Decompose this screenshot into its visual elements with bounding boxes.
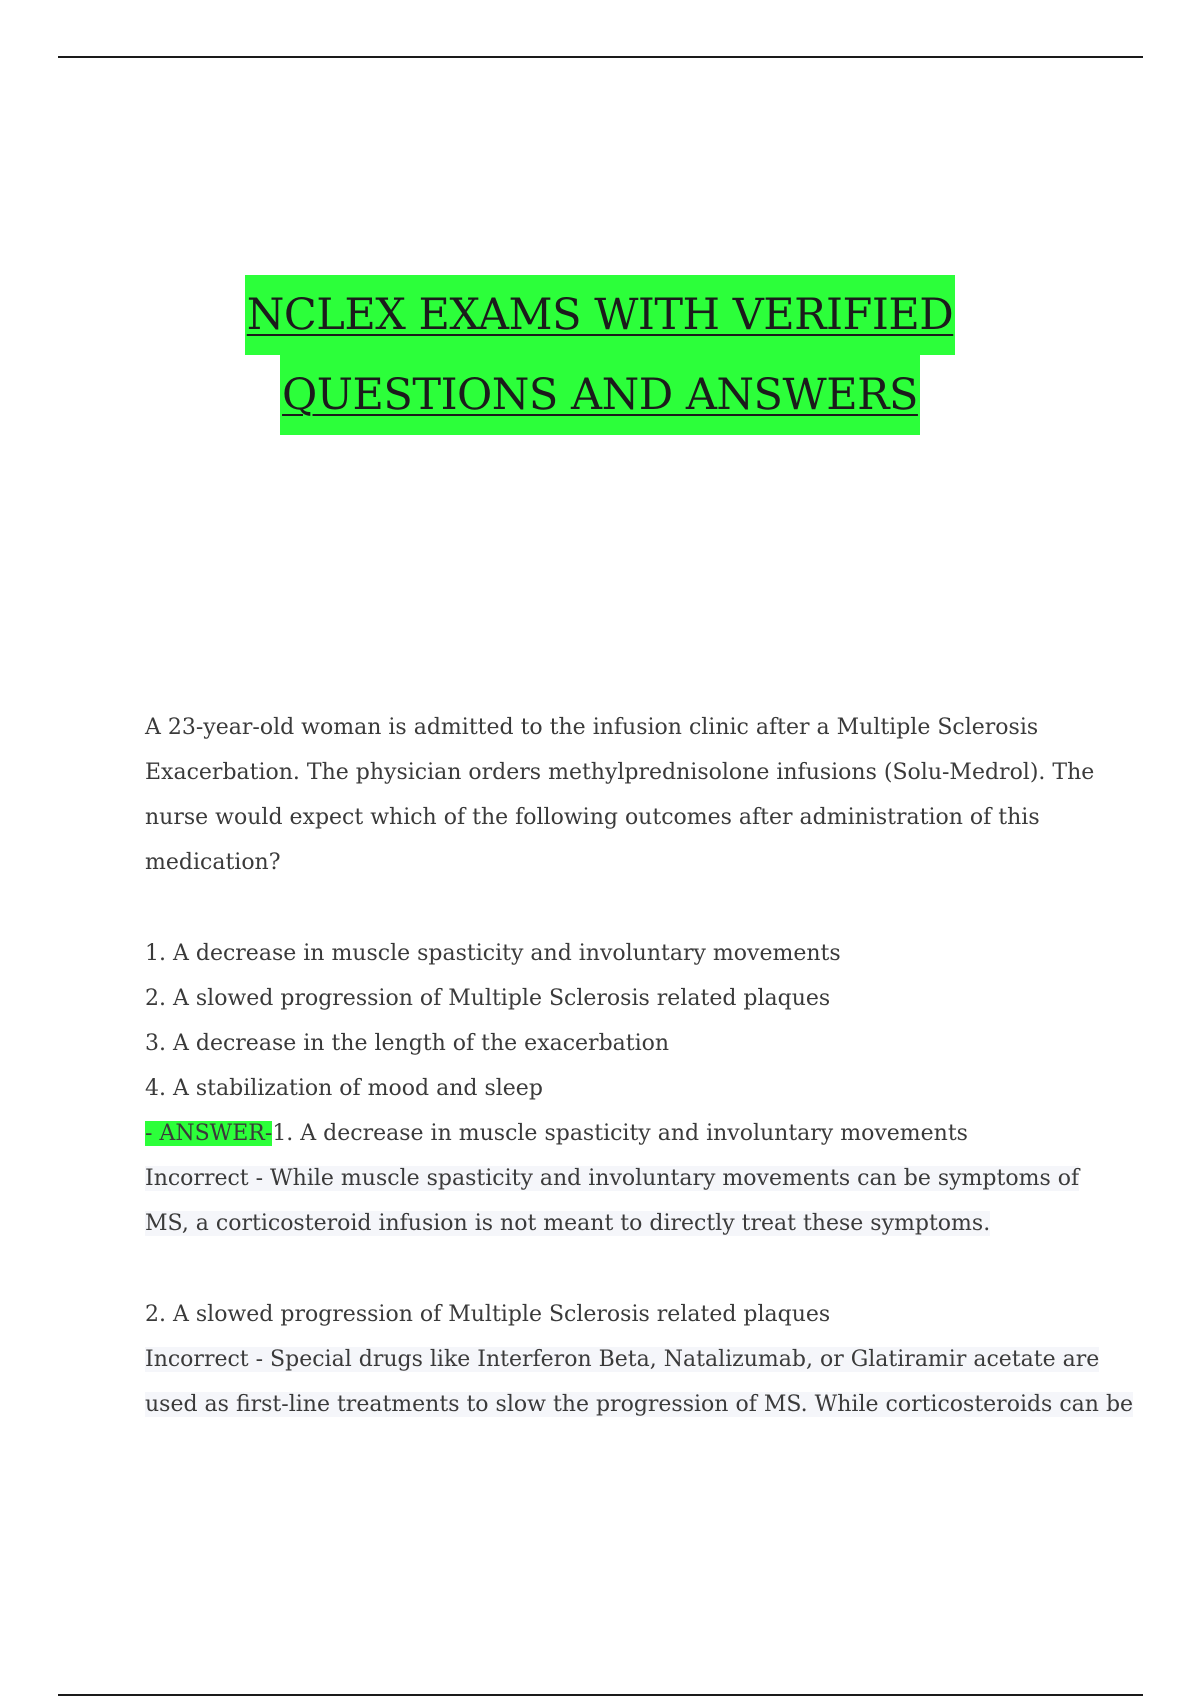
question-line: medication? (145, 850, 281, 875)
question-text (145, 705, 1095, 885)
document-title (0, 275, 1200, 435)
bottom-rule (58, 1694, 1143, 1696)
title-line-2: QUESTIONS AND ANSWERS (280, 355, 920, 435)
option-2-explanation (145, 1292, 1134, 1427)
explanation-2-line-2: used as first-line treatments to slow the progression of MS. While corticosteroids can be (145, 1392, 1134, 1417)
question-line: Exacerbation. The physician orders methylprednisolone infusions (Solu-Medrol). The (145, 760, 1095, 785)
answer-options (145, 931, 1095, 1246)
explanation-2-line-1: Incorrect - Special drugs like Interferon Beta, Natalizumab, or Glatiramir acetate are (145, 1347, 1100, 1372)
answer-line (145, 1111, 1095, 1156)
explanation-1-line-2: MS, a corticosteroid infusion is not meant to directly treat these symptoms. (145, 1211, 991, 1236)
answer-label: - ANSWER- (145, 1121, 273, 1146)
explanation-line (145, 1382, 1134, 1427)
question-line: nurse would expect which of the following outcomes after administration of this (145, 805, 1040, 830)
option-2-repeat: 2. A slowed progression of Multiple Sclerosis related plaques (145, 1302, 831, 1327)
explanation-line (145, 1156, 1095, 1201)
option-item: 3. A decrease in the length of the exacerbation (145, 1031, 670, 1056)
explanation-line (145, 1201, 1095, 1246)
option-item: 4. A stabilization of mood and sleep (145, 1076, 543, 1101)
title-line-1: NCLEX EXAMS WITH VERIFIED (245, 275, 955, 355)
explanation-1-line-1: Incorrect - While muscle spasticity and involuntary movements can be symptoms of (145, 1166, 1080, 1191)
explanation-line (145, 1337, 1100, 1382)
option-item: 1. A decrease in muscle spasticity and involuntary movements (145, 941, 841, 966)
option-item: 2. A slowed progression of Multiple Sclerosis related plaques (145, 986, 831, 1011)
top-rule (58, 56, 1143, 58)
question-line: A 23-year-old woman is admitted to the infusion clinic after a Multiple Sclerosis (145, 715, 1039, 740)
answer-option: 1. A decrease in muscle spasticity and involuntary movements (272, 1121, 968, 1146)
